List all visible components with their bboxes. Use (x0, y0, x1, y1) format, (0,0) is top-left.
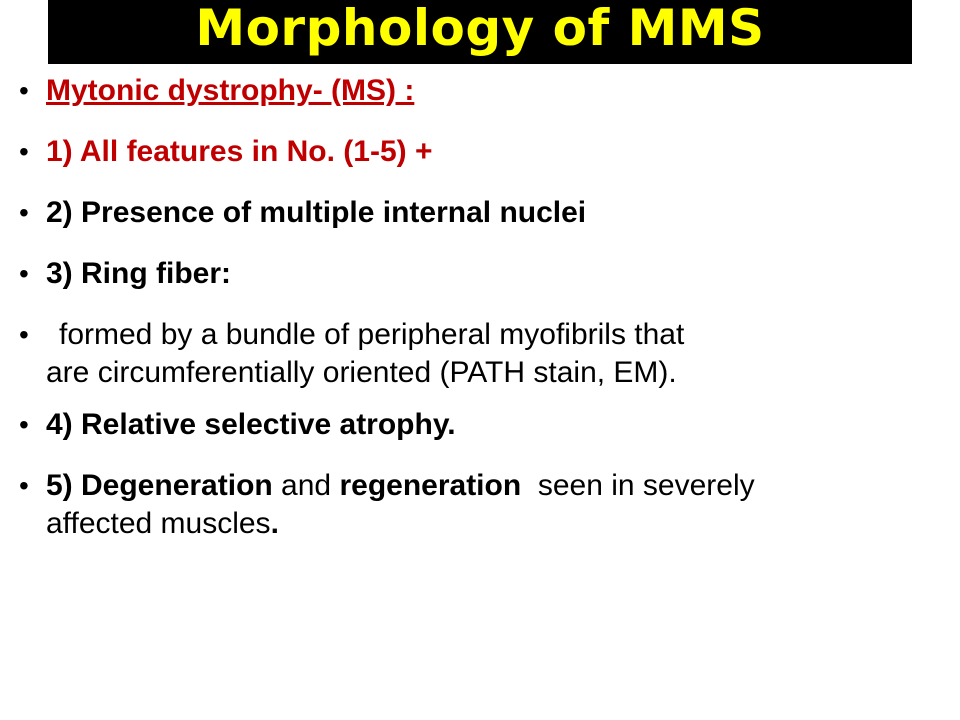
bullet-ring-description (0, 316, 960, 392)
bullet-degeneration (0, 467, 960, 543)
bullet-features (0, 133, 960, 171)
heading-text: Mytonic dystrophy- (MS) : (46, 74, 415, 107)
degeneration-period: . (270, 507, 279, 540)
nuclei-text: 2) Presence of multiple internal nuclei (46, 196, 587, 229)
ring-fiber-text: 3) Ring fiber: (46, 257, 231, 290)
atrophy-text: 4) Relative selective atrophy. (46, 408, 456, 441)
ring-description-line2: are circumferentially oriented (PATH stain, EM). (46, 356, 677, 389)
bullet-atrophy (0, 406, 960, 444)
bullet-dot-icon: • (19, 409, 29, 440)
title-banner (48, 0, 912, 64)
degeneration-connector: and (272, 469, 340, 502)
bullet-list (0, 72, 960, 566)
bullet-dot-icon: • (19, 197, 29, 228)
features-text: 1) All features in No. (1-5) + (46, 135, 433, 168)
slide-title: Morphology of MMS (195, 0, 765, 57)
degeneration-term: 5) Degeneration (46, 469, 273, 502)
bullet-dot-icon: • (19, 75, 29, 106)
bullet-heading (0, 72, 960, 110)
bullet-ring-fiber (0, 255, 960, 293)
ring-description-line1: formed by a bundle of peripheral myofibrils that (59, 318, 685, 351)
bullet-dot-icon: • (19, 136, 29, 167)
bullet-nuclei (0, 194, 960, 232)
bullet-dot-icon: • (19, 470, 29, 501)
regeneration-term: regeneration (339, 469, 522, 502)
degeneration-line2: affected muscles (46, 507, 271, 540)
degeneration-tail: seen in severely (521, 469, 755, 502)
bullet-dot-icon: • (19, 258, 29, 289)
bullet-dot-icon: • (19, 319, 29, 350)
